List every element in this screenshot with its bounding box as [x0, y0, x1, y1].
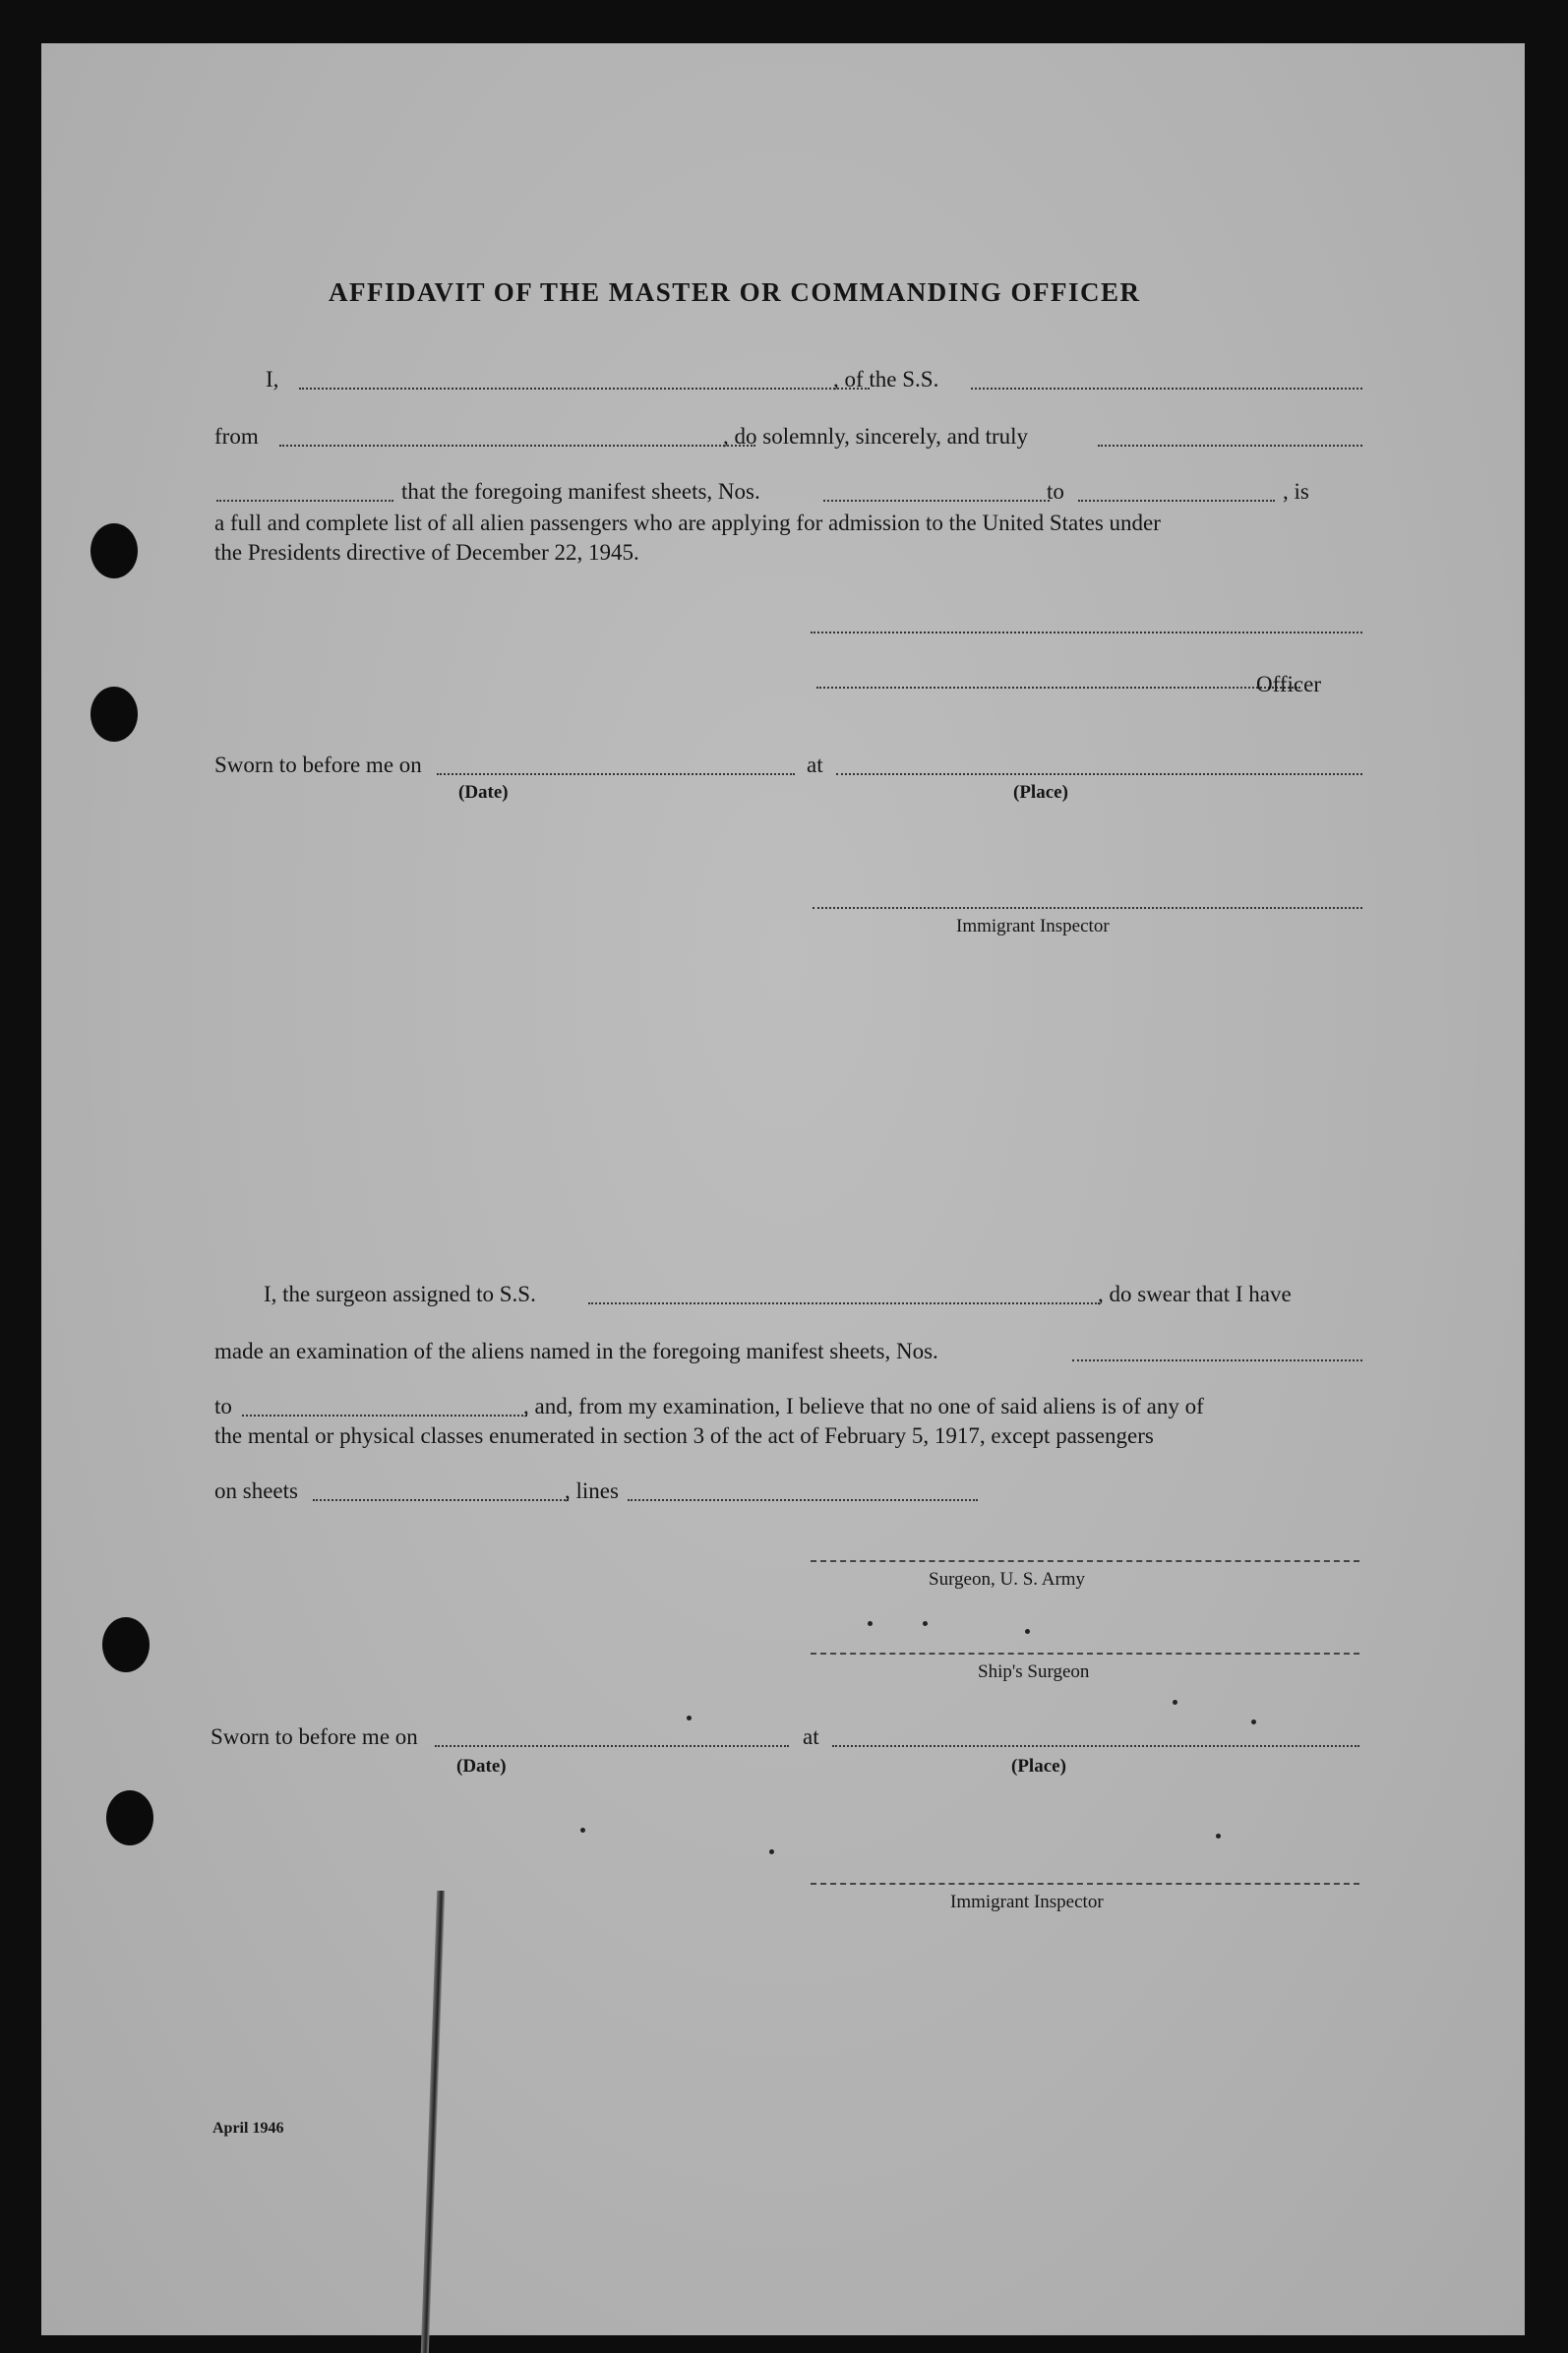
ink-speck: [923, 1621, 928, 1626]
surgeon-army-signature-line: [811, 1560, 1359, 1562]
paper-tear: [421, 1891, 445, 2353]
oath-line: [216, 500, 393, 502]
sworn2-inspector-caption: Immigrant Inspector: [950, 1892, 1104, 1912]
nos-from-line: [823, 500, 1050, 502]
master-line2: a full and complete list of all alien passengers who are applying for admission to the United States under: [214, 511, 1161, 535]
from-line: [279, 445, 755, 447]
master-foregoing: that the foregoing manifest sheets, Nos.: [401, 479, 760, 504]
surgeon-line4: the mental or physical classes enumerated in section 3 of the act of February 5, 1917, except passengers: [214, 1423, 1154, 1448]
ink-speck: [1025, 1629, 1030, 1634]
page-title: AFFIDAVIT OF THE MASTER OR COMMANDING OFFICER: [329, 277, 1141, 307]
ink-speck: [1251, 1720, 1256, 1724]
ink-speck: [868, 1621, 873, 1626]
punch-hole: [106, 1790, 153, 1845]
surgeon-line1-a: I, the surgeon assigned to S.S.: [264, 1282, 536, 1306]
master-solemnly: , do solemnly, sincerely, and truly: [723, 424, 1029, 449]
surgeon-line1-b: , do swear that I have: [1098, 1282, 1292, 1306]
punch-hole: [90, 687, 138, 742]
master-name-line: [299, 388, 870, 390]
sworn1-date-caption: (Date): [458, 782, 509, 803]
surgeon-lines: , lines: [565, 1478, 619, 1503]
nos-to-line: [1078, 500, 1275, 502]
affidavit-page: [41, 43, 1525, 2335]
surgeon-nos-from-line: [1072, 1359, 1362, 1361]
sworn1-date-line: [437, 773, 795, 775]
officer-signature-line: [816, 687, 1300, 689]
master-is: , is: [1283, 479, 1309, 504]
surgeon-line2: made an examination of the aliens named in the foregoing manifest sheets, Nos.: [214, 1339, 938, 1363]
sworn1-inspector-line: [813, 907, 1362, 909]
sworn1-place-line: [836, 773, 1362, 775]
ships-surgeon-signature-line: [811, 1653, 1359, 1655]
punch-hole: [102, 1617, 150, 1672]
sworn1-inspector-caption: Immigrant Inspector: [956, 916, 1110, 936]
ship-name-line: [971, 388, 1362, 390]
surgeon-ship-line: [588, 1302, 1100, 1304]
master-signature-line: [811, 632, 1362, 634]
surgeon-army-caption: Surgeon, U. S. Army: [929, 1569, 1086, 1590]
master-from: from: [214, 424, 259, 449]
surgeon-on-sheets: on sheets: [214, 1478, 298, 1503]
sworn2-place-line: [832, 1745, 1359, 1747]
sworn1-label: Sworn to before me on: [214, 753, 422, 777]
surgeon-sheets-line: [313, 1499, 569, 1501]
sworn1-place-caption: (Place): [1013, 782, 1068, 803]
sworn2-place-caption: (Place): [1011, 1756, 1066, 1777]
officer-label: Officer: [1256, 672, 1321, 696]
sworn2-at: at: [803, 1724, 819, 1749]
ships-surgeon-caption: Ship's Surgeon: [978, 1661, 1090, 1682]
sworn2-label: Sworn to before me on: [211, 1724, 418, 1749]
sworn2-inspector-line: [811, 1883, 1359, 1885]
master-to: to: [1047, 479, 1064, 504]
ink-speck: [769, 1849, 774, 1854]
footer-date: April 1946: [212, 2120, 284, 2137]
sworn2-date-caption: (Date): [456, 1756, 507, 1777]
ink-speck: [1216, 1834, 1221, 1839]
ink-speck: [580, 1828, 585, 1833]
surgeon-line3-b: , and, from my examination, I believe that no one of said aliens is of any of: [523, 1394, 1204, 1418]
ink-speck: [1173, 1700, 1177, 1705]
master-i: I,: [266, 367, 279, 392]
surgeon-nos-to-line: [242, 1415, 527, 1417]
punch-hole: [90, 523, 138, 578]
sworn1-at: at: [807, 753, 823, 777]
surgeon-lines-line: [628, 1499, 978, 1501]
truly-line: [1098, 445, 1362, 447]
ink-speck: [687, 1716, 692, 1720]
surgeon-to: to: [214, 1394, 232, 1418]
sworn2-date-line: [435, 1745, 789, 1747]
master-line3: the Presidents directive of December 22, 1945.: [214, 540, 639, 565]
master-of-ss: , of the S.S.: [833, 367, 939, 392]
